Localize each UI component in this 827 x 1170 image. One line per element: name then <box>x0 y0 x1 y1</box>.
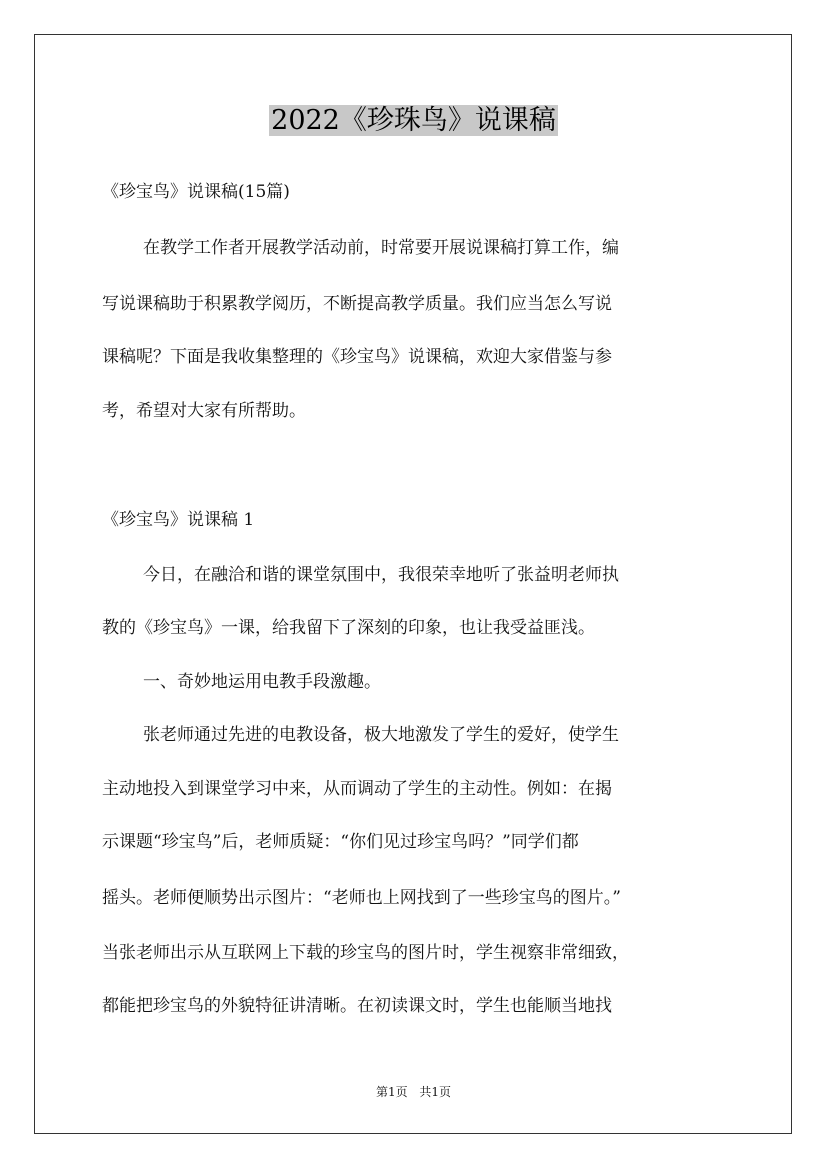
point-heading: 一、奇妙地运用电教手段激趣。 <box>143 672 381 692</box>
paragraph-line: 都能把珍宝鸟的外貌特征讲清晰。在初读课文时，学生也能顺当地找 <box>102 996 612 1016</box>
document-title-text: 2022《珍珠鸟》说课稿 <box>271 105 556 136</box>
page-total: 共1页 <box>419 1085 452 1099</box>
intro-line: 写说课稿助于积累教学阅历，不断提高教学质量。我们应当怎么写说 <box>102 294 612 314</box>
intro-line: 课稿呢？下面是我收集整理的《珍宝鸟》说课稿，欢迎大家借鉴与参 <box>102 347 612 367</box>
paragraph-line: 主动地投入到课堂学习中来，从而调动了学生的主动性。例如：在揭 <box>102 779 612 799</box>
paragraph-line: 当张老师出示从互联网上下载的珍宝鸟的图片时，学生视察非常细致， <box>102 943 629 963</box>
paragraph-line: 示课题“珍宝鸟”后，老师质疑：“你们见过珍宝鸟吗？”同学们都 <box>102 832 579 852</box>
document-title <box>0 100 827 142</box>
intro-line: 考，希望对大家有所帮助。 <box>102 401 306 421</box>
section-heading: 《珍宝鸟》说课稿 1 <box>102 510 255 530</box>
paragraph-line: 今日，在融洽和谐的课堂氛围中，我很荣幸地听了张益明老师执 <box>143 565 619 585</box>
paragraph-line: 张老师通过先进的电教设备，极大地激发了学生的爱好，使学生 <box>143 725 619 745</box>
paragraph-line: 教的《珍宝鸟》一课，给我留下了深刻的印象，也让我受益匪浅。 <box>102 618 595 638</box>
paragraph-line: 摇头。老师便顺势出示图片：“老师也上网找到了一些珍宝鸟的图片。” <box>102 888 621 908</box>
page-number: 第1页 <box>375 1085 408 1099</box>
intro-line: 在教学工作者开展教学活动前，时常要开展说课稿打算工作，编 <box>143 238 619 258</box>
document-subtitle: 《珍宝鸟》说课稿(15篇) <box>102 182 290 202</box>
page-footer <box>0 1083 827 1101</box>
